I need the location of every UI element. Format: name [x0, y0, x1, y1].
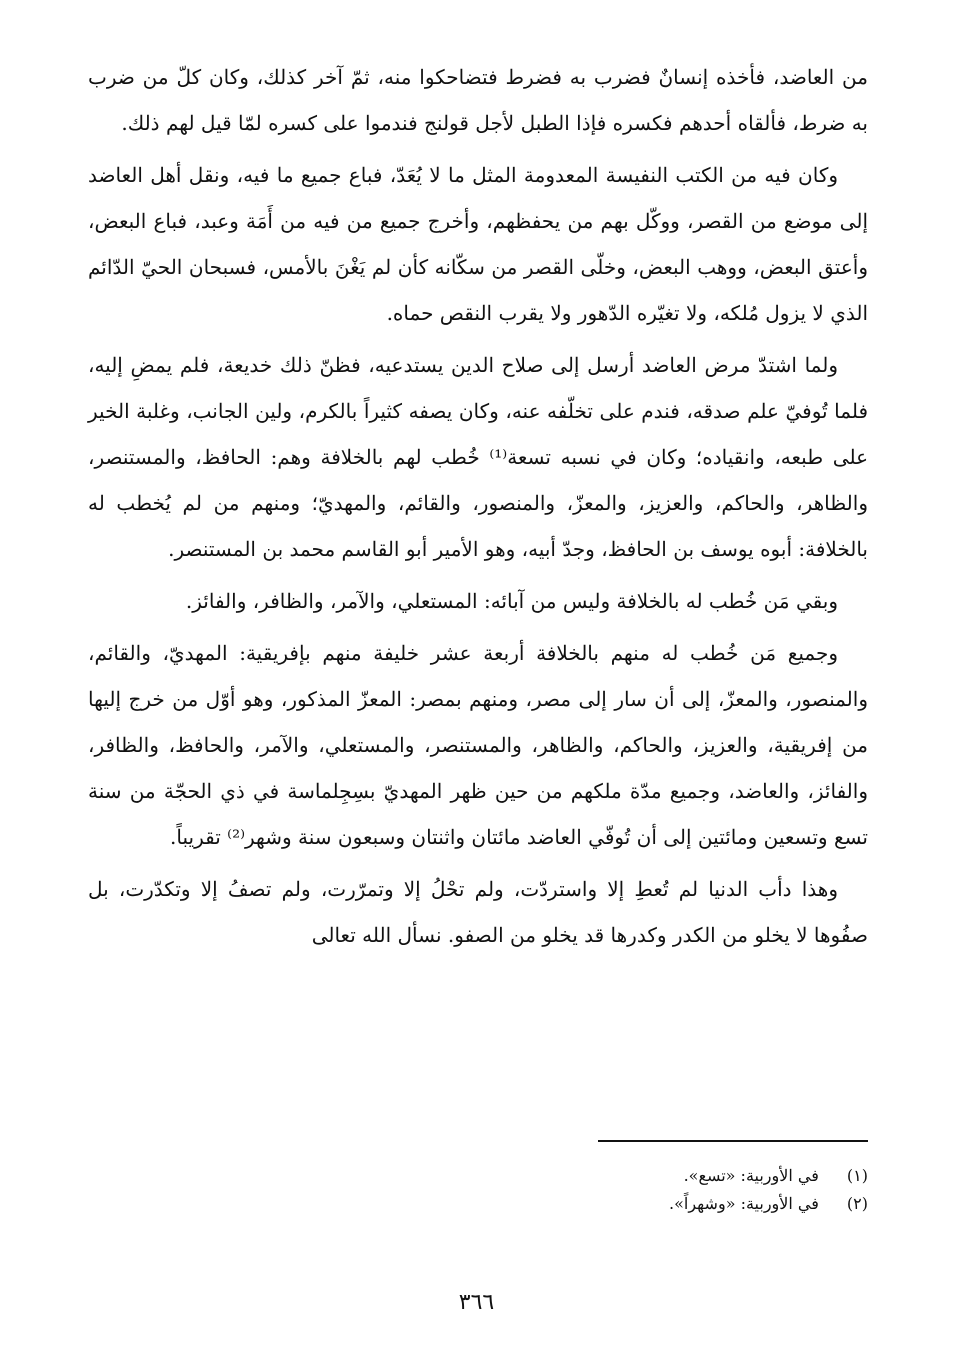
- footnote-text: في الأوربية: «وشهراً».: [669, 1194, 819, 1213]
- paragraph: وكان فيه من الكتب النفيسة المعدومة المثل ما لا يُعَدّ، فباع جميع ما فيه، ونقل أهل العاضد إلى موضع من القصر، ووكّل بهم من يحفظهم، وأخرج جميع من فيه من أَمَة وعبد، فباع البعض، وأعتق البعض، ووهب البعض، وخلّى القصر من سكّانه كأن لم يَغْنَ بالأمس، فسبحان الحيّ الدّائم الذي لا يزول مُلكه، ولا تغيّره الدّهور ولا يقرب النقص حماه.: [88, 163, 868, 325]
- paragraph: وبقي مَن خُطب له بالخلافة وليس من آبائه: المستعلي، والآمر، والظافر، والفائز.: [185, 589, 838, 613]
- page-number: ٣٦٦: [458, 1290, 495, 1315]
- footnotes: [88, 1162, 868, 1218]
- footnote-number: (١): [846, 1166, 868, 1185]
- paragraph: وهذا دأب الدنيا لم تُعطِ إلا واستردّت، ولم تحْلُ إلا وتمرّرت، ولم تصفُ إلا وتكدّرت، بل صفُوها لا يخلو من الكدر وكدرها قد يخلو من الصفو. نسأل الله تعالى: [88, 877, 868, 947]
- footnote-number: (٢): [846, 1194, 868, 1213]
- footnote: [88, 1190, 868, 1218]
- paragraph: ولما اشتدّ مرض العاضد أرسل إلى صلاح الدين يستدعيه، فظنّ ذلك خديعة، فلم يمضِ إليه، فلما تُوفيّ علم صدقه، فندم على تخلّفه عنه، وكان يصفه كثيراً بالكرم، ولين الجانب، وغلبة الخير على طبعه، وانقياده؛ وكان في نسبه تسعة⁽¹⁾ خُطب لهم بالخلافة وهم: الحافظ، والمستنصر، والظاهر، والحاكم، والعزيز، والمعزّ، والمنصور، والقائم، والمهديّ؛ ومنهم من لم يُخطب له بالخلافة: أبوه يوسف بن الحافظ، وجدّ أبيه، وهو الأمير أبو القاسم محمد بن المستنصر.: [88, 353, 868, 561]
- paragraph: من العاضد، فأخذه إنسانٌ فضرب به فضرط فتضاحكوا منه، ثمّ آخر كذلك، وكان كلّ من ضرب به ضرط، فألقاه أحدهم فكسره فإذا الطبل لأجل قولنج فندموا على كسره لمّا قيل لهم ذلك.: [88, 65, 868, 135]
- footnote-divider: [598, 1140, 868, 1142]
- main-text: [88, 54, 868, 964]
- footnote-text: في الأوربية: «تسع».: [683, 1166, 819, 1185]
- footnote: [88, 1162, 868, 1190]
- paragraph: وجميع مَن خُطب له منهم بالخلافة أربعة عشر خليفة منهم بإفريقية: المهديّ، والقائم، والمنصور، والمعزّ، إلى أن سار إلى مصر، ومنهم بمصر: المعزّ المذكور، وهو أوّل من خرج إليها من إفريقية، والعزيز، والحاكم، والظاهر، والمستنصر، والمستعلي، والآمر، والحافظ، والظافر، والفائز، والعاضد، وجميع مدّة ملكهم من حين ظهر المهديّ بسِجِلماسة في ذي الحجّة من سنة تسع وتسعين ومائتين إلى أن تُوفّي العاضد مائتان واثنتان وسبعون سنة وشهر⁽²⁾ تقريباً.: [88, 641, 869, 849]
